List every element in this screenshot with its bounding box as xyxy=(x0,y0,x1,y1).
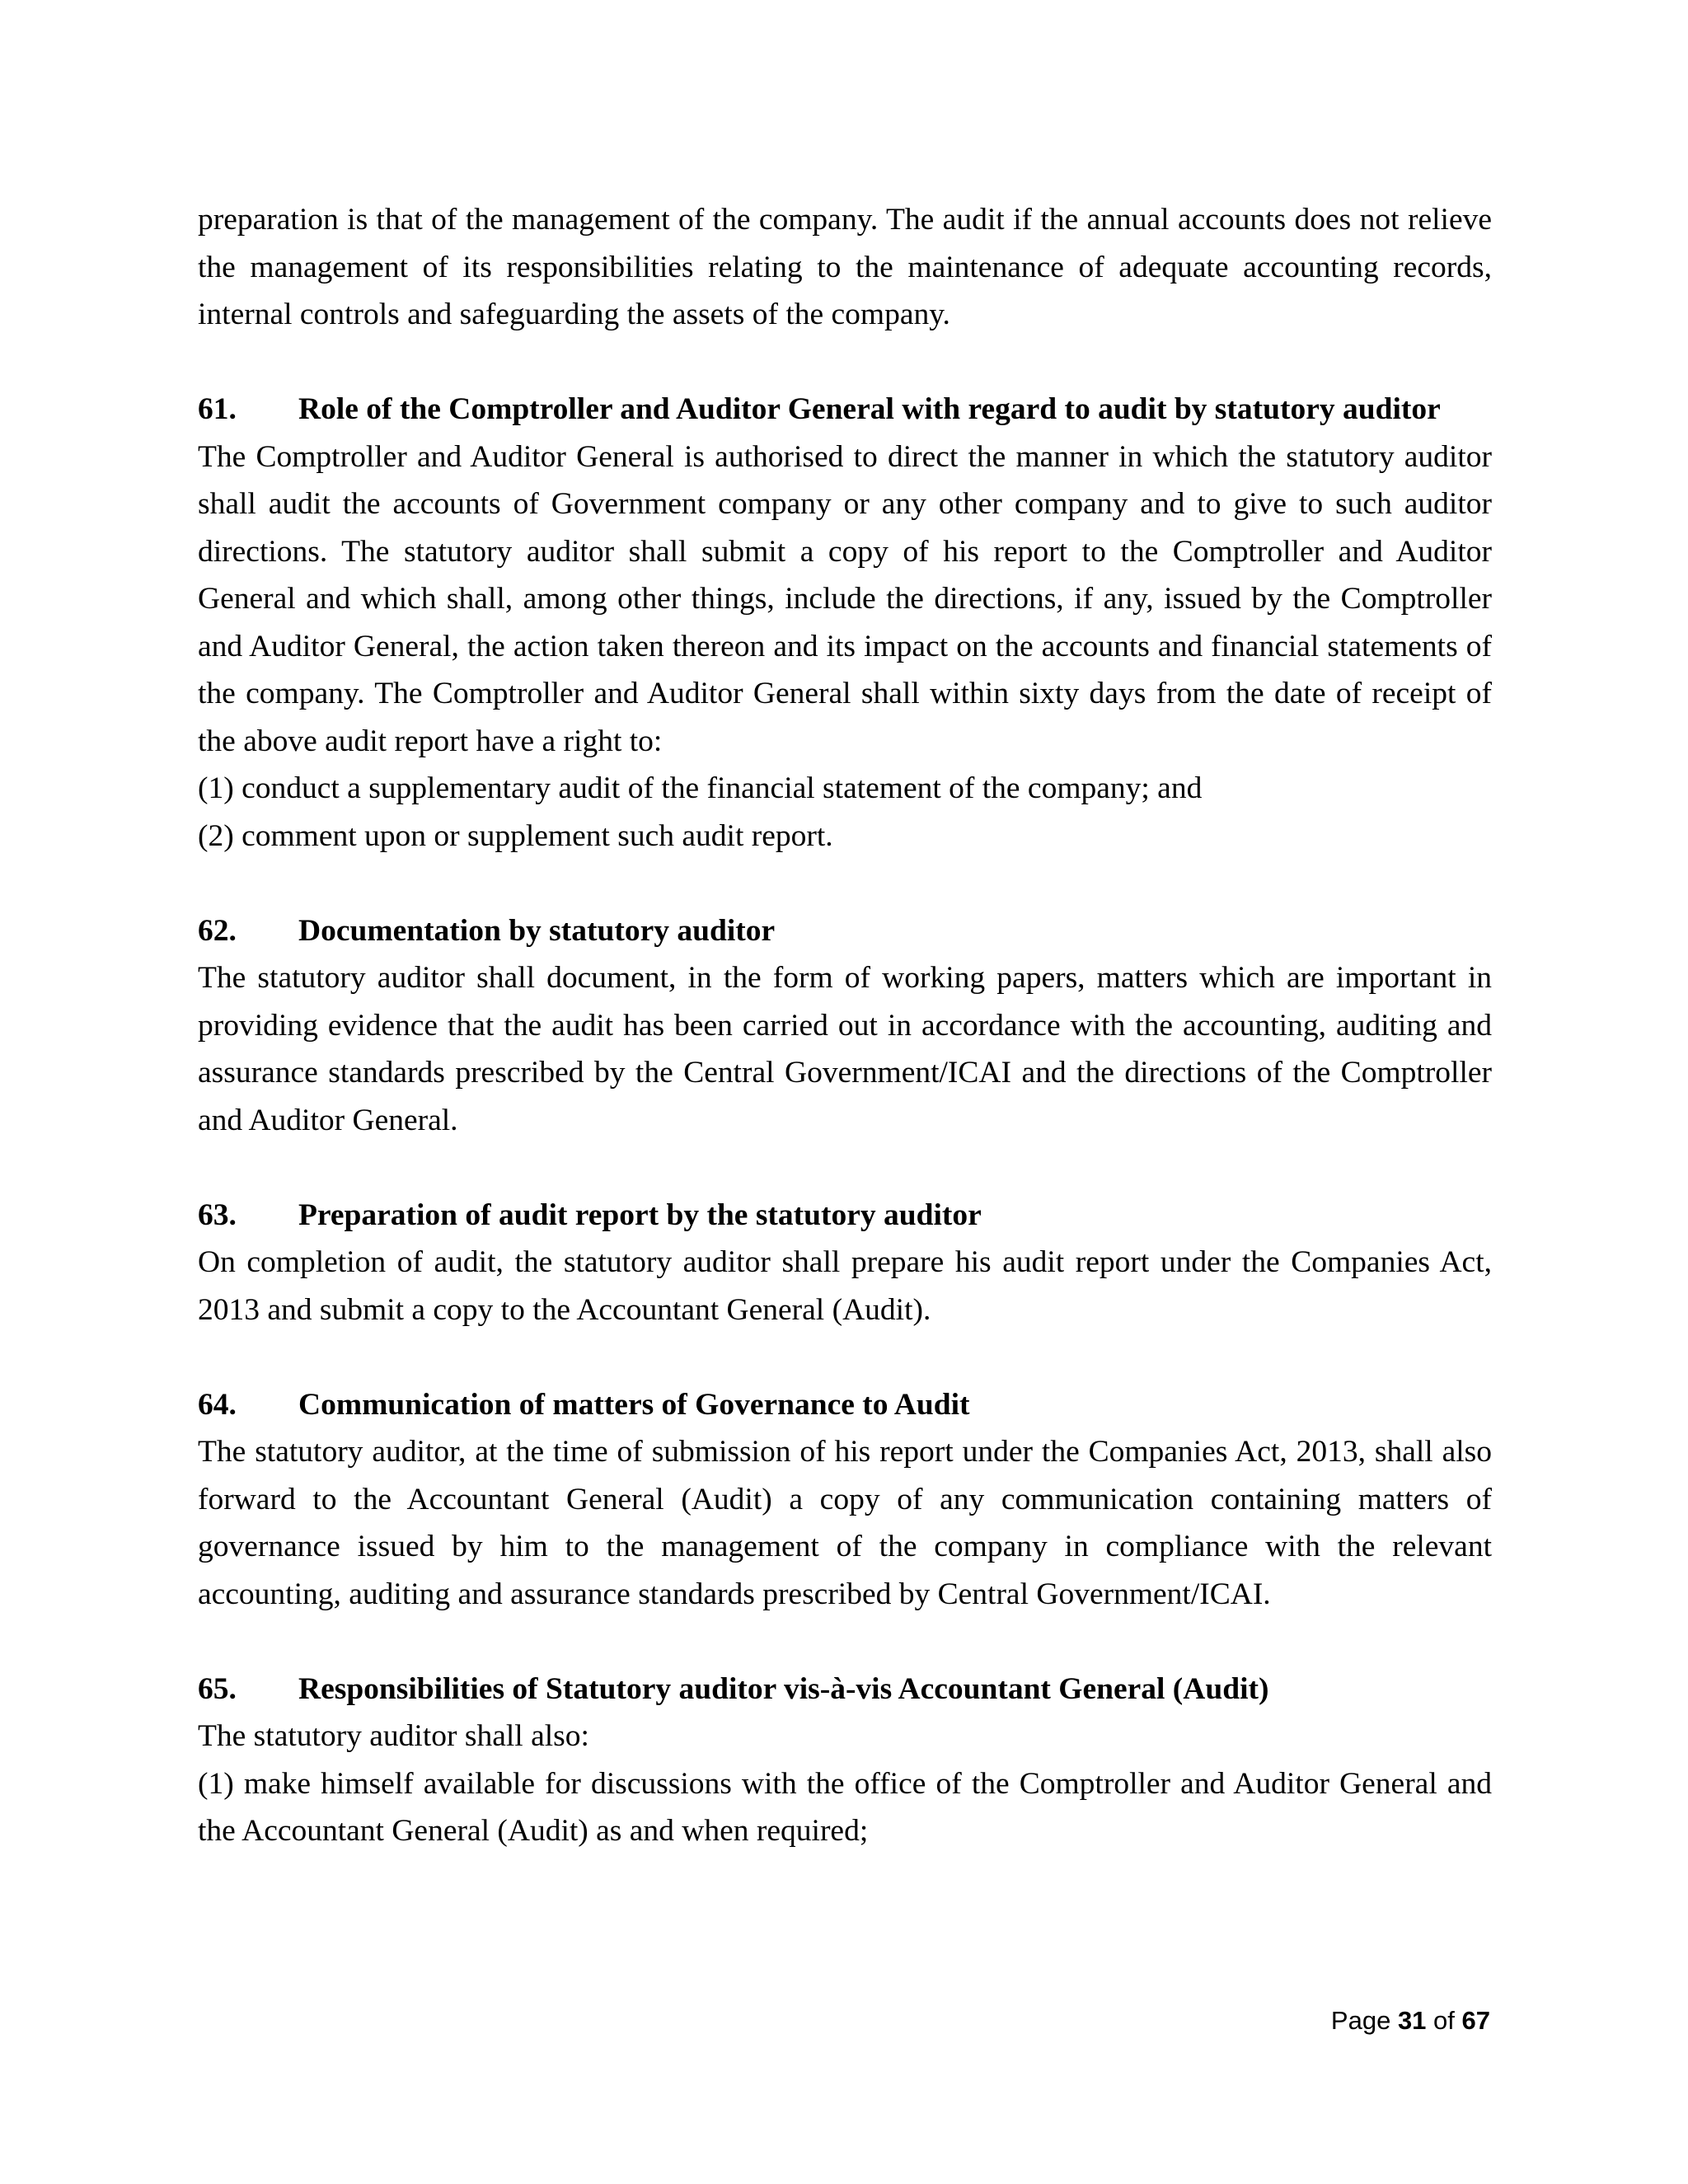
section-body-65: The statutory auditor shall also: xyxy=(198,1719,589,1753)
section-heading-63 xyxy=(198,1192,1492,1240)
page-current: 31 xyxy=(1397,2006,1427,2035)
section-number: 64. xyxy=(198,1387,237,1422)
section-body-61: The Comptroller and Auditor General is authorised to direct the manner in which the statutory auditor shall audit the accounts of Government company or any other company and to give to such auditor directions. The statutory auditor shall submit a copy of his report to the Comptroller and Auditor General and which shall, among other things, include the directions, if any, issued by the Comptroller and Auditor General, the action taken thereon and its impact on the accounts and financial statements of the company. The Comptroller and Auditor General shall within sixty days from the date of receipt of the above audit report have a right to: xyxy=(198,439,1492,758)
section-number: 61. xyxy=(198,392,237,426)
page-total: 67 xyxy=(1461,2006,1490,2035)
section-title: Responsibilities of Statutory auditor vis-à-vis Accountant General (Audit) xyxy=(298,1671,1269,1706)
intro-paragraph: preparation is that of the management of the company. The audit if the annual accounts does not relieve the management of its responsibilities relating to the maintenance of adequate accounting records, internal controls and safeguarding the assets of the company. xyxy=(198,203,1492,331)
section-title: Documentation by statutory auditor xyxy=(298,913,776,948)
section-heading-62 xyxy=(198,907,1492,955)
page-content xyxy=(198,196,1492,1855)
list-item: (1) make himself available for discussions with the office of the Comptroller and Auditor General and the Accountant General (Audit) as and when required; xyxy=(198,1766,1492,1848)
section-number: 65. xyxy=(198,1671,237,1706)
section-heading-61 xyxy=(198,386,1492,434)
section-heading-64 xyxy=(198,1381,1492,1429)
page-number-footer xyxy=(1331,2004,1490,2037)
section-number: 62. xyxy=(198,913,237,948)
list-item: (2) comment upon or supplement such audit report. xyxy=(198,818,833,853)
list-item: (1) conduct a supplementary audit of the financial statement of the company; and xyxy=(198,771,1203,805)
section-title: Preparation of audit report by the statutory auditor xyxy=(298,1197,982,1232)
page-prefix: Page xyxy=(1330,2006,1398,2035)
section-number: 63. xyxy=(198,1197,237,1232)
page-of: of xyxy=(1426,2006,1462,2035)
section-body-64: The statutory auditor, at the time of submission of his report under the Companies Act, 2013, shall also forward to the Accountant General (Audit) a copy of any communication containing matters of governance issued by him to the management of the company in compliance with the relevant accounting, auditing and assurance standards prescribed by Central Government/ICAI. xyxy=(198,1435,1492,1611)
section-title: Role of the Comptroller and Auditor General with regard to audit by statutory auditor xyxy=(298,392,1441,426)
section-body-63: On completion of audit, the statutory auditor shall prepare his audit report under the Companies Act, 2013 and submit a copy to the Accountant General (Audit). xyxy=(198,1245,1492,1327)
section-title: Communication of matters of Governance to Audit xyxy=(298,1387,970,1422)
section-body-62: The statutory auditor shall document, in the form of working papers, matters which are important in providing evidence that the audit has been carried out in accordance with the accounting, auditing and assurance standards prescribed by the Central Government/ICAI and the directions of the Comptroller and Auditor General. xyxy=(198,961,1492,1137)
section-heading-65 xyxy=(198,1666,1492,1713)
